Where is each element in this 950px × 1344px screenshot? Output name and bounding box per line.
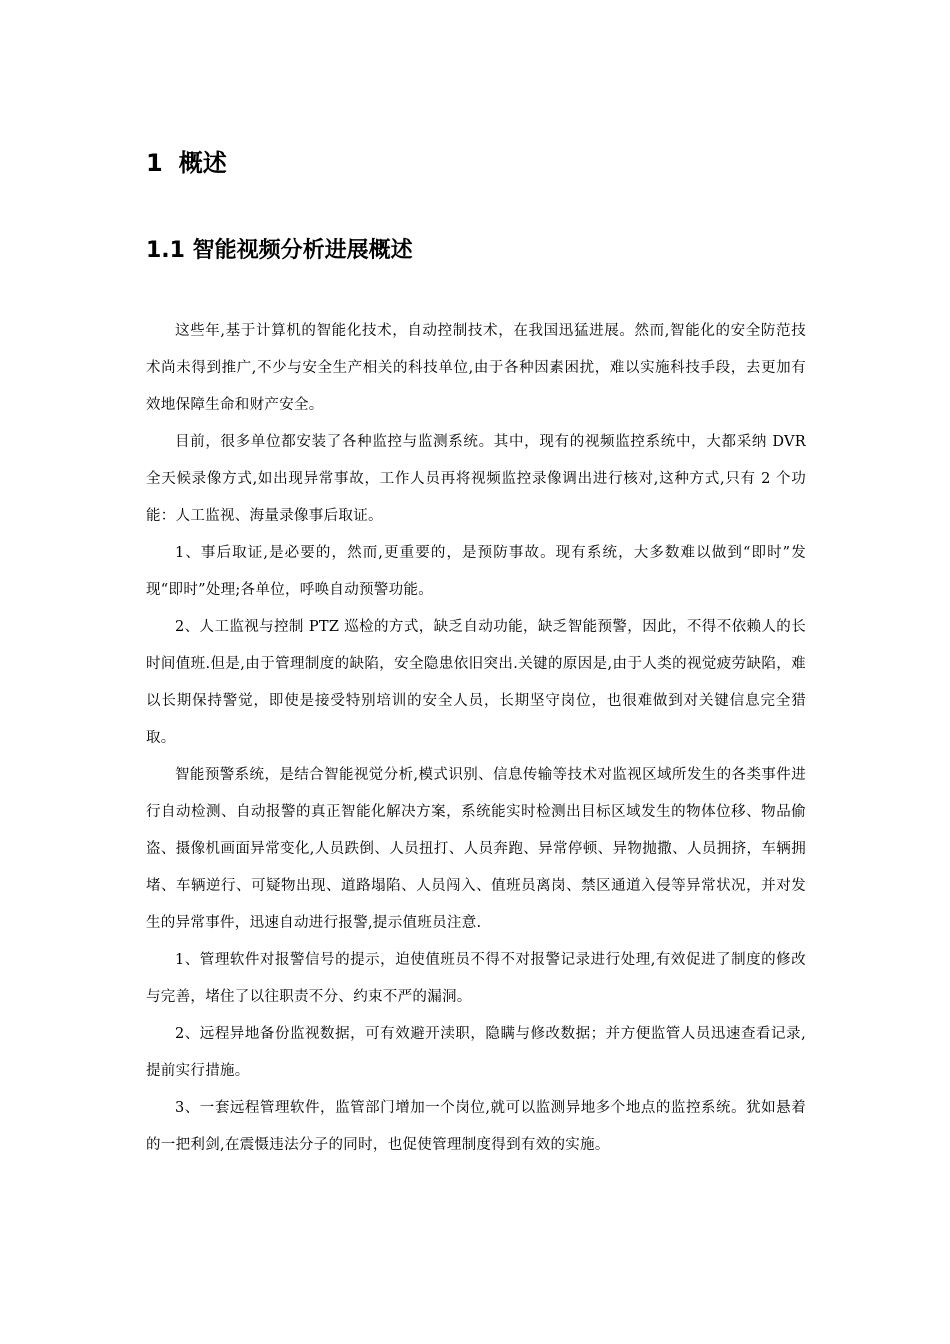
section-heading: 1.1 智能视频分析进展概述: [146, 238, 413, 263]
document-body: [146, 313, 806, 1164]
paragraph-benefit-1: 1、管理软件对报警信号的提示，迫使值班员不得不对报警记录进行处理,有效促进了制度的修改与完善，堵住了以往职责不分、约束不严的漏洞。: [146, 952, 806, 1005]
chapter-heading: [146, 146, 227, 180]
paragraph-benefit-2: 2、远程异地备份监视数据，可有效避开渎职，隐瞒与修改数据；并方便监管人员迅速查看记录,提前实行措施。: [146, 1026, 806, 1079]
chapter-number: 1: [146, 149, 163, 177]
paragraph-intro: 这些年,基于计算机的智能化技术，自动控制技术，在我国迅猛进展。然而,智能化的安全防范技术尚未得到推广,不少与安全生产相关的科技单位,由于各种因素困扰，难以实施科技手段，去更加有效地保障生命和财产安全。: [146, 323, 806, 413]
paragraph-smart-system: 智能预警系统，是结合智能视觉分析,模式识别、信息传输等技术对监视区域所发生的各类事件进行自动检测、自动报警的真正智能化解决方案，系统能实时检测出目标区域发生的物体位移、物品偷盗、摄像机画面异常变化,人员跌倒、人员扭打、人员奔跑、异常停顿、异物抛撒、人员拥挤，车辆拥堵、车辆逆行、可疑物出现、道路塌陷、人员闯入、值班员离岗、禁区通道入侵等异常状况，并对发生的异常事件，迅速自动进行报警,提示值班员注意.: [146, 767, 806, 931]
chapter-title: 概述: [178, 149, 227, 177]
paragraph-point-2: 2、人工监视与控制 PTZ 巡检的方式，缺乏自动功能，缺乏智能预警，因此，不得不依赖人的长时间值班.但是,由于管理制度的缺陷，安全隐患依旧突出.关键的原因是,由于人类的视觉疲劳缺陷，难以长期保持警觉，即使是接受特别培训的安全人员，长期坚守岗位，也很难做到对关键信息完全猎取。: [146, 619, 806, 746]
paragraph-current-status: 目前，很多单位都安装了各种监控与监测系统。其中，现有的视频监控系统中，大都采纳 DVR 全天候录像方式,如出现异常事故，工作人员再将视频监控录像调出进行核对,这种方式,只有 2 个功能：人工监视、海量录像事后取证。: [146, 434, 806, 524]
paragraph-benefit-3: 3、一套远程管理软件，监管部门增加一个岗位,就可以监测异地多个地点的监控系统。犹如悬着的一把利剑,在震慑违法分子的同时，也促使管理制度得到有效的实施。: [146, 1100, 806, 1153]
paragraph-point-1: 1、事后取证,是必要的，然而,更重要的，是预防事故。现有系统，大多数难以做到“即时”发现“即时”处理;各单位，呼唤自动预警功能。: [146, 545, 806, 598]
